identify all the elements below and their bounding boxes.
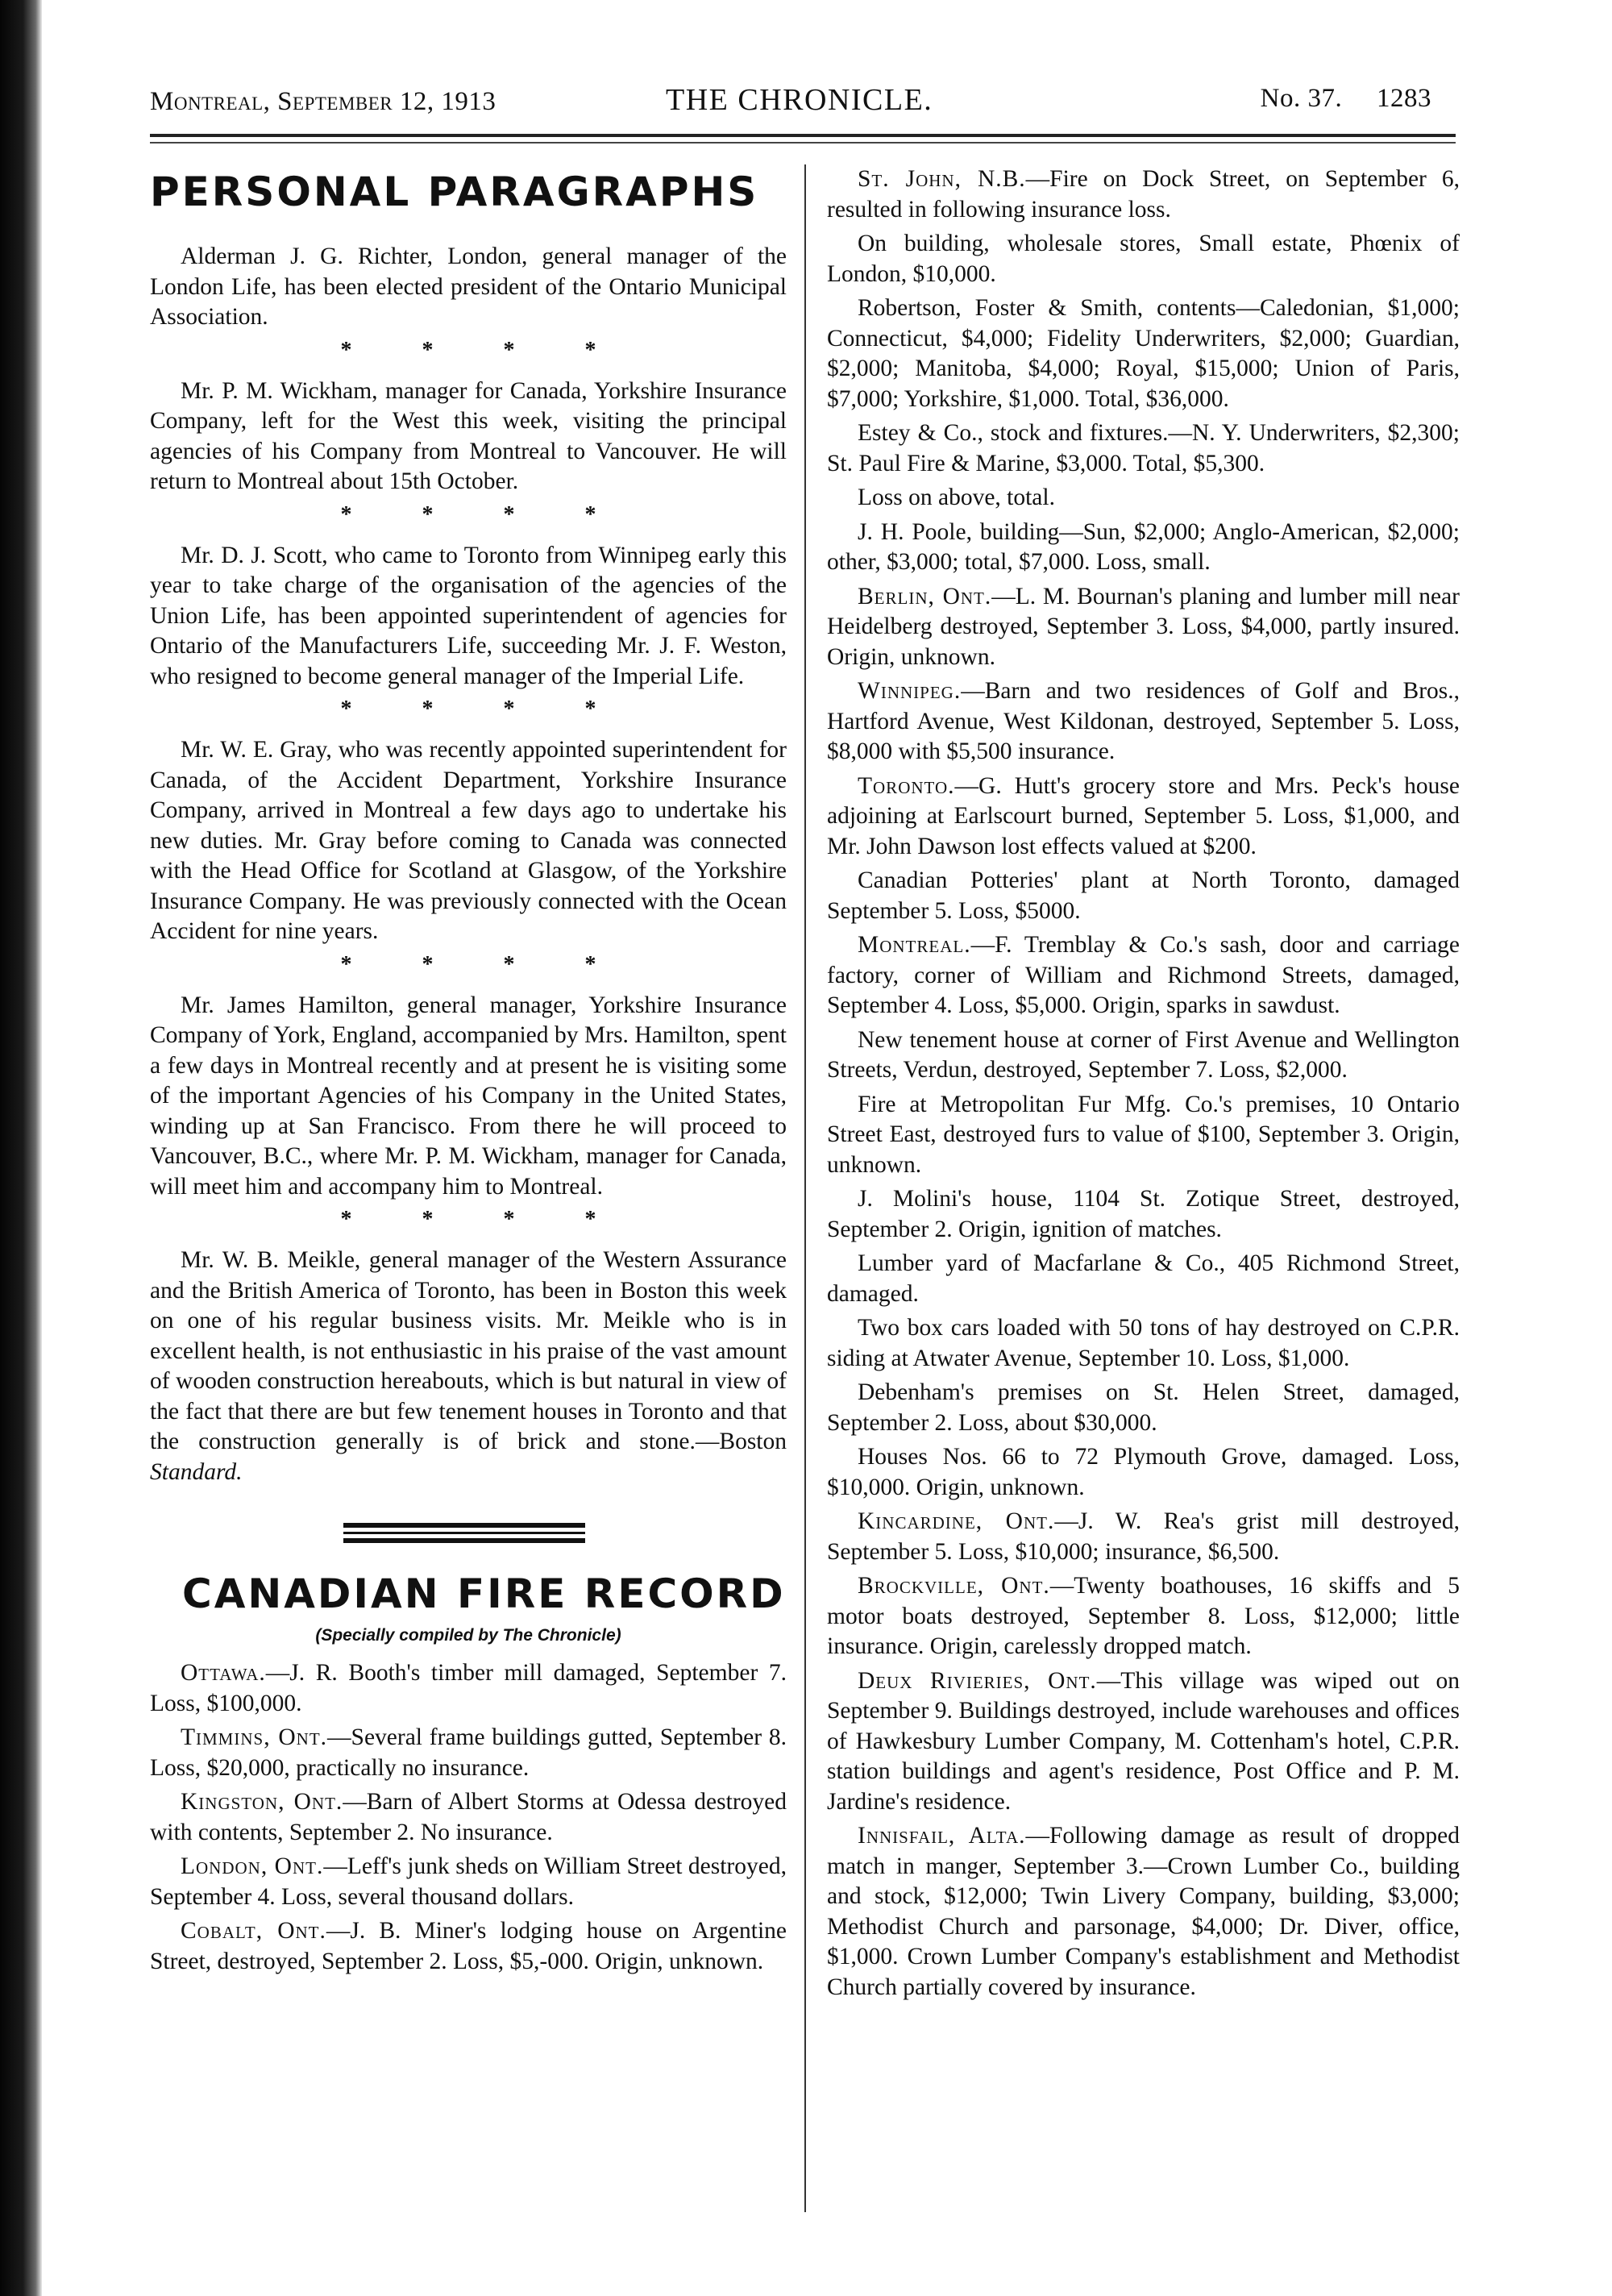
fire-entry-place: Timmins, Ont. (181, 1724, 328, 1750)
fire-entry-text: Debenham's premises on St. Helen Street, damaged, September 2. Loss, about $30,000. (827, 1379, 1460, 1436)
fire-entry (827, 866, 1460, 926)
fire-entry-text: —Leff's junk sheds on William Street destroyed, September 4. Loss, several thousand dollars. (150, 1853, 787, 1910)
personal-paragraph: Mr. James Hamilton, general manager, Yorkshire Insurance Company of York, England, accompanied by Mrs. Hamilton, spent a few days in Montreal recently and at present he is visiting some of the important Agencies of his Company in the United States, winding up at San Francisco. From there he will proceed to Vancouver, B.C., where Mr. P. M. Wickham, manager for Canada, will meet him and accompany him to Montreal. (150, 992, 787, 1200)
fire-entry (827, 1378, 1460, 1438)
page-number: 1283 (1377, 84, 1431, 113)
fire-entry-place: Ottawa. (181, 1660, 266, 1686)
personal-paragraph: Mr. P. M. Wickham, manager for Canada, Yorkshire Insurance Company, left for the West this week, visiting the principal agencies of his Company from Montreal to Vancouver. He will return to Montreal about 15th October. (150, 377, 787, 494)
fire-entry-text: —F. Tremblay & Co.'s sash, door and carriage factory, corner of William and Richmond Streets, damaged, September 4. Loss, $5,000. Origin, sparks in sawdust. (827, 932, 1460, 1018)
fire-entry-text: J. H. Poole, building—Sun, $2,000; Anglo-American, $2,000; other, $3,000; total, $7,000. Loss, small. (827, 518, 1460, 575)
fire-entry (150, 1723, 787, 1783)
fire-entry (827, 229, 1460, 289)
fire-entry-place: Innisfail, Alta. (858, 1823, 1026, 1849)
section-separator: * * * * (340, 1207, 629, 1232)
fire-entry (150, 1787, 787, 1848)
fire-entry-place: Toronto. (858, 772, 955, 799)
fire-entry-text: —J. R. Booth's timber mill damaged, September 7. Loss, $100,000. (150, 1660, 787, 1716)
issue-number: No. 37. (1260, 84, 1343, 113)
column-divider (804, 164, 806, 2212)
fire-entry-text: —Fire on Dock Street, on September 6, resulted in following insurance loss. (827, 166, 1460, 223)
section-separator: * * * * (340, 501, 629, 527)
fire-entry (827, 1313, 1460, 1374)
fire-entry-text: —This village was wiped out on September 9. Buildings destroyed, include warehouses and offices of Hawkesbury Lumber Company, M. Cottenham's hotel, C.P.R. station buildings and agent's residence, Post Office and P. M. Jardine's residence. (827, 1667, 1460, 1815)
fire-entry-text: Two box cars loaded with 50 tons of hay destroyed on C.P.R. siding at Atwater Avenue, September 10. Loss, $1,000. (827, 1315, 1460, 1371)
masthead: THE CHRONICLE. (666, 83, 933, 117)
fire-entry-text: New tenement house at corner of First Avenue and Wellington Streets, Verdun, destroyed, September 7. Loss, $2,000. (827, 1026, 1460, 1083)
fire-entry (827, 1442, 1460, 1503)
fire-entry (827, 164, 1460, 225)
fire-entry-text: On building, wholesale stores, Small estate, Phœnix of London, $10,000. (827, 231, 1460, 287)
fire-entries-right (827, 164, 1460, 2003)
fire-entry-text: Lumber yard of Macfarlane & Co., 405 Richmond Street, damaged. (827, 1250, 1460, 1307)
fire-entry (827, 1184, 1460, 1245)
fire-entry-place: Brockville, Ont. (858, 1573, 1050, 1599)
personal-paragraph: Mr. W. E. Gray, who was recently appointed superintendent for Canada, of the Accident Department, Yorkshire Insurance Company, arrived in Montreal a few days ago to undertake his new duties. Mr. Gray before coming to Canada was connected with the Head Office for Scotland at Glasgow, of the Yorkshire Insurance Company. He was previously connected with the Ocean Accident for nine years. (150, 737, 787, 944)
fire-entry-text: —J. W. Rea's grist mill destroyed, September 5. Loss, $10,000; insurance, $6,500. (827, 1508, 1460, 1565)
header-rule-thin (150, 142, 1456, 144)
compiled-credit: (Specially compiled by The Chronicle) (315, 1626, 621, 1645)
fire-entry (150, 1852, 787, 1912)
left-column (150, 164, 787, 1981)
fire-entry-text: —Several frame buildings gutted, September 8. Loss, $20,000, practically no insurance. (150, 1724, 787, 1781)
fire-entry-place: Berlin, Ont. (858, 583, 992, 609)
fire-entry-place: Kingston, Ont. (181, 1789, 343, 1815)
fire-entry (827, 293, 1460, 414)
section-separator: * * * * (340, 951, 629, 977)
fire-entry-text: J. Molini's house, 1104 St. Zotique Street, destroyed, September 2. Origin, ignition of matches. (827, 1186, 1460, 1242)
fire-entry (827, 483, 1460, 514)
fire-entry-text: —Barn and two residences of Golf and Bros., Hartford Avenue, West Kildonan, destroyed, September 5. Loss, $8,000 with $5,500 insurance. (827, 678, 1460, 764)
fire-entry-text: —Twenty boathouses, 16 skiffs and 5 motor boats destroyed, September 8. Loss, $12,000; little insurance. Origin, carelessly dropped match. (827, 1573, 1460, 1659)
fire-entry (150, 1916, 787, 1977)
fire-entry (827, 1507, 1460, 1567)
source-credit: Standard. (150, 1458, 243, 1485)
fire-entry-text: —J. B. Miner's lodging house on Argentine Street, destroyed, September 2. Loss, $5,-000. Origin, unknown. (150, 1918, 787, 1974)
fire-entry-text: Fire at Metropolitan Fur Mfg. Co.'s premises, 10 Ontario Street East, destroyed furs to value of $100, September 3. Origin, unknown. (827, 1091, 1460, 1178)
page-number-block (1233, 84, 1431, 114)
fire-entry-text: Loss on above, total. (858, 485, 1055, 510)
fire-entry (150, 1658, 787, 1719)
fire-entry-text: —G. Hutt's grocery store and Mrs. Peck's house adjoining at Earlscourt burned, September 5. Loss, $1,000, and Mr. John Dawson lost effects valued at $200. (827, 772, 1460, 859)
fire-entry (827, 1821, 1460, 2003)
section-separator: * * * * (340, 337, 629, 363)
personal-paragraph: Mr. D. J. Scott, who came to Toronto from Winnipeg early this year to take charge of the organisation of the agencies of the Union Life, has been appointed superintendent of agencies for Ontario of the Manufacturers Life, succeeding Mr. J. F. Weston, who resigned to become general manager of the Imperial Life. (150, 542, 787, 689)
fire-entry-text: Robertson, Foster & Smith, contents—Caledonian, $1,000; Connecticut, $4,000; Fidelity Underwriters, $2,000; Guardian, $2,000; Manitoba, $4,000; Royal, $15,000; Union of Paris, $7,000; Yorkshire, $1,000. Total, $36,000. (827, 295, 1460, 412)
scan-binding-edge (0, 0, 42, 2296)
page-header (150, 77, 1456, 126)
personal-paragraphs-heading: PERSONAL PARAGRAPHS (150, 168, 759, 215)
dateline: Montreal, September 12, 1913 (150, 87, 496, 116)
fire-entry-text: Estey & Co., stock and fixtures.—N. Y. Underwriters, $2,300; St. Paul Fire & Marine, $3,000. Total, $5,300. (827, 420, 1460, 476)
personal-paragraph: Alderman J. G. Richter, London, general manager of the London Life, has been elected president of the Ontario Municipal Association. (150, 243, 787, 330)
fire-entry (827, 930, 1460, 1021)
meikle-paragraph: Mr. W. B. Meikle, general manager of the Western Assurance and the British America of Toronto, has been in Boston this week on one of his regular business visits. Mr. Meikle who is in excellent health, is not enthusiastic in his praise of the vast amount of wooden construction hereabouts, which is but natural in view of the fact that there are but few tenement houses in Toronto and that the construction generally is of brick and stone.—Boston (150, 1247, 787, 1454)
canadian-fire-record-heading: CANADIAN FIRE RECORD (182, 1570, 786, 1617)
header-rule (150, 134, 1456, 137)
fire-entry (827, 1666, 1460, 1818)
fire-entry-place: Cobalt, Ont. (181, 1918, 326, 1944)
fire-entry-place: Deux Rivieries, Ont. (858, 1667, 1097, 1694)
fire-entry-text: Houses Nos. 66 to 72 Plymouth Grove, damaged. Loss, $10,000. Origin, unknown. (827, 1444, 1460, 1500)
right-column (827, 164, 1460, 2007)
fire-entry-place: Winnipeg. (858, 678, 962, 704)
fire-entry-text: —Following damage as result of dropped match in manger, September 3.—Crown Lumber Co., building and stock, $12,000; Twin Livery Company, building, $3,000; Methodist Church and parsonage, $4,000; Dr. Diver, office, $1,000. Crown Lumber Company's establishment and Methodist Church partially covered by insurance. (827, 1823, 1460, 2000)
newspaper-page (150, 77, 1460, 2254)
fire-entry-place: Montreal. (858, 932, 971, 958)
section-separator: * * * * (340, 697, 629, 722)
fire-entry-text: —L. M. Bournan's planing and lumber mill near Heidelberg destroyed, September 3. Loss, $4,000, partly insured. Origin, unknown. (827, 583, 1460, 670)
fire-entry (827, 418, 1460, 479)
fire-entry-text: —Barn of Albert Storms at Odessa destroyed with contents, September 2. No insurance. (150, 1789, 787, 1845)
personal-paragraph-last (150, 1246, 787, 1487)
fire-entry-place: St. John, N.B. (858, 166, 1026, 192)
fire-entry (827, 676, 1460, 767)
fire-entry (827, 1090, 1460, 1181)
fire-entry (827, 582, 1460, 673)
fire-entry (827, 772, 1460, 863)
fire-entry-place: London, Ont. (181, 1853, 324, 1879)
fire-entry (827, 1025, 1460, 1086)
fire-entry (827, 1571, 1460, 1662)
fire-entry-text: Canadian Potteries' plant at North Toronto, damaged September 5. Loss, $5000. (827, 867, 1460, 924)
fire-entries-left (150, 1658, 787, 1977)
fire-entry (827, 1249, 1460, 1309)
section-divider-rule (343, 1523, 585, 1543)
fire-entry (827, 518, 1460, 578)
fire-entry-place: Kincardine, Ont. (858, 1508, 1055, 1534)
